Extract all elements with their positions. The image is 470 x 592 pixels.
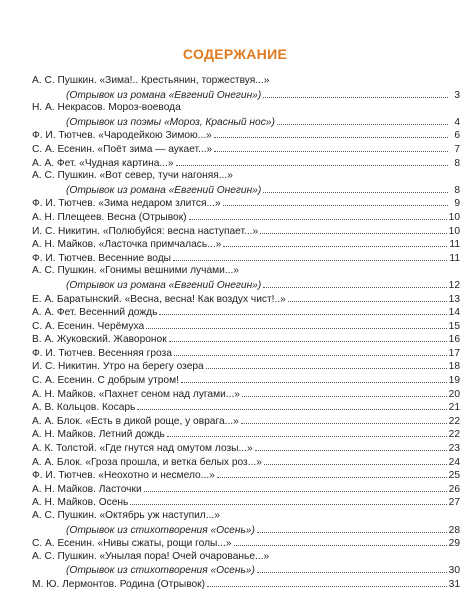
toc-entry[interactable] (32, 373, 460, 387)
toc-list (32, 74, 460, 591)
dot-leader (146, 319, 446, 329)
toc-entry[interactable] (32, 305, 460, 319)
toc-entry-title: А. А. Блок. «Есть в дикой роще, у оврага...» (32, 415, 239, 427)
toc-entry-line (32, 196, 460, 210)
toc-entry-line (32, 332, 460, 346)
toc-entry[interactable] (32, 509, 460, 536)
toc-entry-line (32, 536, 460, 550)
dot-leader (176, 156, 448, 166)
toc-entry-line (32, 400, 460, 414)
toc-entry-line (32, 346, 460, 360)
dot-leader (173, 251, 447, 261)
toc-entry-title: А. С. Пушкин. «Вот север, тучи нагоняя...» (32, 170, 233, 182)
toc-entry-title: М. Ю. Лермонтов. Родина (Отрывок) (32, 578, 206, 590)
toc-entry-subline (32, 183, 460, 197)
dot-leader (263, 278, 446, 288)
toc-entry-line (32, 319, 460, 333)
toc-page-number: 22 (448, 415, 460, 427)
toc-entry-line (32, 468, 460, 482)
toc-page-number: 20 (448, 388, 460, 400)
toc-entry-title: Ф. И. Тютчев. «Зима недаром злится...» (32, 198, 221, 210)
toc-page-number: 28 (448, 524, 460, 536)
toc-entry-title: А. А. Фет. «Чудная картина...» (32, 157, 174, 169)
toc-entry-line (32, 427, 460, 441)
toc-entry-title: А. Н. Майков. Осень (32, 497, 129, 509)
toc-entry[interactable] (32, 264, 460, 291)
toc-entry[interactable] (32, 142, 460, 156)
toc-entry-title: Н. А. Некрасов. Мороз-воевода (32, 102, 181, 114)
toc-entry-title: Е. А. Баратынский. «Весна, весна! Как воздух чист!..» (32, 293, 286, 305)
toc-entry-subline (32, 523, 460, 537)
dot-leader (207, 577, 447, 587)
toc-entry[interactable] (32, 156, 460, 170)
toc-entry[interactable] (32, 169, 460, 196)
toc-entry-title: В. А. Жуковский. Жаворонок (32, 334, 167, 346)
dot-leader (189, 210, 447, 220)
toc-page-number: 26 (448, 483, 460, 495)
toc-entry[interactable] (32, 237, 460, 251)
toc-entry[interactable] (32, 387, 460, 401)
toc-entry-line (32, 251, 460, 265)
toc-entry-title: А. С. Пушкин. «Гонимы вешними лучами...» (32, 265, 239, 277)
toc-page-number: 18 (448, 361, 460, 373)
toc-entry-title: А. С. Пушкин. «Унылая пора! Очей очарованье...» (32, 550, 270, 562)
toc-page-number: 16 (448, 334, 460, 346)
toc-entry-title: С. А. Есенин. «Поёт зима — аукает...» (32, 143, 213, 155)
toc-entry-title: С. А. Есенин. С добрым утром! (32, 375, 179, 387)
toc-page-number: 15 (448, 320, 460, 332)
dot-leader (234, 536, 447, 546)
dot-leader (217, 468, 447, 478)
toc-entry-line (32, 101, 460, 115)
toc-entry-source: (Отрывок из романа «Евгений Онегин») (66, 279, 262, 291)
toc-entry[interactable] (32, 251, 460, 265)
toc-entry-line (32, 74, 460, 88)
toc-entry[interactable] (32, 346, 460, 360)
toc-entry-source: (Отрывок из стихотворения «Осень») (66, 565, 255, 577)
toc-page-number: 8 (454, 157, 460, 169)
toc-page-number: 30 (448, 565, 460, 577)
dot-leader (264, 455, 447, 465)
toc-entry-title: А. В. Кольцов. Косарь (32, 402, 136, 414)
dot-leader (257, 563, 447, 573)
toc-entry-title: А. К. Толстой. «Где гнутся над омутом лозы...» (32, 443, 253, 455)
toc-entry-line (32, 414, 460, 428)
toc-entry-line (32, 387, 460, 401)
dot-leader (223, 237, 447, 247)
toc-entry[interactable] (32, 577, 460, 591)
dot-leader (255, 441, 447, 451)
toc-entry-title: С. А. Есенин. «Нивы сжаты, рощи голы...» (32, 538, 232, 550)
dot-leader (263, 88, 448, 98)
dot-leader (169, 332, 447, 342)
toc-entry[interactable] (32, 400, 460, 414)
toc-entry-subline (32, 278, 460, 292)
toc-entry-title: А. Н. Майков. «Пахнет сеном над лугами...» (32, 388, 240, 400)
toc-entry-title: А. Н. Майков. Летний дождь (32, 429, 165, 441)
toc-entry-line (32, 577, 460, 591)
dot-leader (263, 183, 448, 193)
toc-entry-line (32, 156, 460, 170)
toc-page-number: 24 (448, 456, 460, 468)
dot-leader (181, 373, 447, 383)
toc-entry-line (32, 224, 460, 238)
toc-entry-line (32, 128, 460, 142)
toc-entry-subline (32, 115, 460, 129)
toc-entry-title: С. А. Есенин. Черёмуха (32, 320, 145, 332)
dot-leader (130, 495, 446, 505)
toc-entry-subline (32, 88, 460, 102)
toc-entry-line (32, 359, 460, 373)
toc-entry-source: (Отрывок из романа «Евгений Онегин») (66, 184, 262, 196)
toc-page-number: 10 (448, 211, 460, 223)
dot-leader (144, 482, 447, 492)
toc-page-number: 13 (448, 293, 460, 305)
toc-page-number: 17 (448, 347, 460, 359)
toc-entry-line (32, 550, 460, 564)
dot-leader (242, 387, 447, 397)
toc-page-number: 14 (448, 307, 460, 319)
dot-leader (206, 359, 447, 369)
dot-leader (260, 224, 446, 234)
toc-entry-line (32, 482, 460, 496)
toc-page-number: 11 (449, 252, 460, 264)
toc-page-number: 4 (454, 116, 460, 128)
toc-entry-line (32, 142, 460, 156)
toc-page-number: 31 (448, 578, 460, 590)
toc-entry-source: (Отрывок из поэмы «Мороз, Красный нос») (66, 116, 275, 128)
dot-leader (174, 346, 447, 356)
toc-page-number: 3 (454, 89, 460, 101)
toc-page-number: 19 (448, 375, 460, 387)
toc-page-number: 10 (448, 225, 460, 237)
toc-entry-title: А. С. Пушкин. «Зима!.. Крестьянин, торжествуя...» (32, 75, 270, 86)
toc-page-number: 22 (448, 429, 460, 441)
toc-entry[interactable] (32, 292, 460, 306)
dot-leader (288, 292, 447, 302)
dot-leader (214, 128, 448, 138)
toc-entry[interactable] (32, 495, 460, 509)
toc-page-number: 7 (454, 143, 460, 155)
toc-entry[interactable] (32, 210, 460, 224)
toc-entry-title: И. С. Никитин. «Полюбуйся: весна наступает...» (32, 225, 259, 237)
toc-entry[interactable] (32, 332, 460, 346)
toc-entry[interactable] (32, 224, 460, 238)
toc-entry-title: Ф. И. Тютчев. Весенние воды (32, 252, 171, 264)
toc-entry-title: Ф. И. Тютчев. «Неохотно и несмело...» (32, 470, 215, 482)
toc-entry-title: А. Н. Майков. «Ласточка примчалась...» (32, 239, 222, 251)
toc-entry-title: И. С. Никитин. Утро на берегу озера (32, 361, 204, 373)
toc-entry-subline (32, 563, 460, 577)
toc-entry-line (32, 373, 460, 387)
toc-entry-line (32, 264, 460, 278)
toc-entry[interactable] (32, 468, 460, 482)
toc-entry[interactable] (32, 74, 460, 101)
toc-entry[interactable] (32, 101, 460, 128)
toc-entry[interactable] (32, 455, 460, 469)
toc-entry[interactable] (32, 427, 460, 441)
toc-page-number: 23 (448, 443, 460, 455)
page-title: СОДЕРЖАНИЕ (182, 46, 288, 62)
toc-entry[interactable] (32, 550, 460, 577)
toc-entry[interactable] (32, 128, 460, 142)
toc-entry-line (32, 237, 460, 251)
toc-entry-title: Ф. И. Тютчев. Весенняя гроза (32, 347, 172, 359)
toc-entry-title: А. Н. Майков. Ласточки (32, 483, 142, 495)
toc-entry-line (32, 495, 460, 509)
toc-page-number: 25 (448, 470, 460, 482)
toc-entry[interactable] (32, 414, 460, 428)
toc-entry-title: А. С. Пушкин. «Октябрь уж наступил...» (32, 510, 220, 521)
toc-page-number: 8 (454, 184, 460, 196)
toc-entry-line (32, 455, 460, 469)
dot-leader (137, 400, 446, 410)
dot-leader (159, 305, 446, 315)
toc-entry-title: А. Н. Плещеев. Весна (Отрывок) (32, 211, 187, 223)
toc-entry[interactable] (32, 359, 460, 373)
toc-page-number: 12 (448, 279, 460, 291)
dot-leader (167, 427, 447, 437)
toc-page-number: 9 (454, 198, 460, 210)
toc-entry-title: А. А. Блок. «Гроза прошла, и ветка белых роз...» (32, 456, 262, 468)
dot-leader (214, 142, 448, 152)
toc-entry[interactable] (32, 536, 460, 550)
toc-page-number: 21 (448, 402, 460, 414)
toc-entry[interactable] (32, 441, 460, 455)
dot-leader (223, 196, 448, 206)
dot-leader (257, 523, 447, 533)
dot-leader (277, 115, 448, 125)
toc-page-number: 29 (448, 538, 460, 550)
toc-entry[interactable] (32, 319, 460, 333)
toc-entry-line (32, 210, 460, 224)
toc-entry-line (32, 169, 460, 183)
toc-entry-title: А. А. Фет. Весенний дождь (32, 307, 158, 319)
toc-entry-line (32, 441, 460, 455)
toc-page-number: 11 (449, 239, 460, 251)
toc-entry-line (32, 292, 460, 306)
toc-page-number: 6 (454, 130, 460, 142)
toc-entry-title: Ф. И. Тютчев. «Чародейкою Зимою...» (32, 130, 212, 142)
toc-entry-line (32, 305, 460, 319)
dot-leader (241, 414, 447, 424)
toc-page-number: 27 (448, 497, 460, 509)
toc-entry[interactable] (32, 196, 460, 210)
toc-entry[interactable] (32, 482, 460, 496)
toc-entry-source: (Отрывок из стихотворения «Осень») (66, 524, 255, 536)
toc-entry-source: (Отрывок из романа «Евгений Онегин») (66, 89, 262, 101)
toc-entry-line (32, 509, 460, 523)
